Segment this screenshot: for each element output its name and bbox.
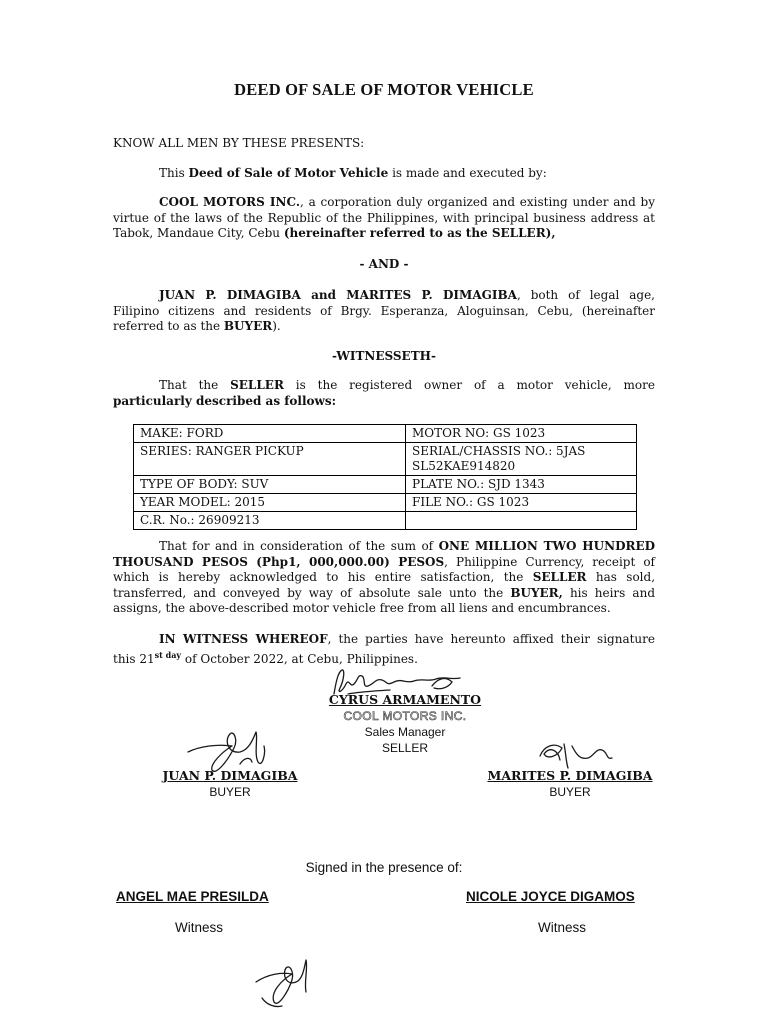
ownership-paragraph: That the SELLER is the registered owner of a motor vehicle, more particularly described as follows: <box>113 378 655 408</box>
buyer1-name: JUAN P. DIMAGIBA <box>162 768 298 783</box>
witness-whereof-paragraph: IN WITNESS WHEREOF, the parties have hereunto affixed their signature this $21^{st day}$ of October 2022, at Cebu, Philippines. <box>113 632 655 666</box>
intro-paragraph: This Deed of Sale of Motor Vehicle is made and executed by: <box>159 166 547 180</box>
table-cell: PLATE NO.: SJD 1343 <box>406 476 637 494</box>
witness1-name: ANGEL MAE PRESILDA <box>116 889 269 904</box>
table-cell: C.R. No.: 26909213 <box>134 512 406 530</box>
table-row <box>134 494 637 512</box>
table-cell: SERIES: RANGER PICKUP <box>134 443 406 476</box>
seller-role: SELLER <box>381 741 429 755</box>
table-cell: FILE NO.: GS 1023 <box>406 494 637 512</box>
vehicle-details-table <box>133 424 637 530</box>
table-row <box>134 476 637 494</box>
opening-line: KNOW ALL MEN BY THESE PRESENTS: <box>113 136 365 150</box>
witness1-signature <box>248 952 312 1012</box>
table-cell <box>406 512 637 530</box>
presence-line: Signed in the presence of: <box>305 860 463 875</box>
witness2-role: Witness <box>538 920 587 935</box>
table-cell: SERIAL/CHASSIS NO.: 5JAS SL52KAE914820 <box>406 443 637 476</box>
witness1-role: Witness <box>175 920 224 935</box>
seller-position: Sales Manager <box>364 725 446 739</box>
buyer2-signature-block <box>480 768 660 800</box>
table-row <box>134 425 637 443</box>
table-cell: MOTOR NO: GS 1023 <box>406 425 637 443</box>
buyer-paragraph: JUAN P. DIMAGIBA and MARITES P. DIMAGIBA, both of legal age, Filipino citizens and residents of Brgy. Esperanza, Aloguinsan, Cebu, (hereinafter referred to as the BUYER). <box>113 288 656 333</box>
table-cell: TYPE OF BODY: SUV <box>134 476 406 494</box>
seller-company: COOL MOTORS INC. <box>343 709 467 723</box>
table-row <box>134 443 637 476</box>
table-row <box>134 512 637 530</box>
witnesseth-heading: -WITNESSETH- <box>332 349 436 363</box>
buyer1-signature-block <box>140 768 320 800</box>
seller-paragraph: COOL MOTORS INC., a corporation duly organized and existing under and by virtue of the laws of the Republic of the Philippines, with principal business address at Tabok, Mandaue City, Cebu (hereinafter referred to as the SELLER), <box>113 195 656 240</box>
document-title: DEED OF SALE OF MOTOR VEHICLE <box>234 80 534 99</box>
witness2-name: NICOLE JOYCE DIGAMOS <box>466 889 635 904</box>
buyer2-role: BUYER <box>549 785 591 799</box>
buyer2-name: MARITES P. DIMAGIBA <box>487 768 653 783</box>
buyer1-role: BUYER <box>209 785 251 799</box>
consideration-paragraph: That for and in consideration of the sum of ONE MILLION TWO HUNDRED THOUSAND PESOS (Php1, 000,000.00) PESOS, Philippine Currency, receipt of which is hereby acknowledged to his entire satisfaction, the SELLER has sold, transferred, and conveyed by way of absolute sale unto the BUYER, his heirs and assigns, the above-described motor vehicle free from all liens and encumbrances. <box>113 539 656 615</box>
seller-signature-block <box>300 692 510 756</box>
and-separator: - AND - <box>359 257 409 271</box>
seller-name: CYRUS ARMAMENTO <box>328 692 482 707</box>
table-cell: MAKE: FORD <box>134 425 406 443</box>
table-cell: YEAR MODEL: 2015 <box>134 494 406 512</box>
